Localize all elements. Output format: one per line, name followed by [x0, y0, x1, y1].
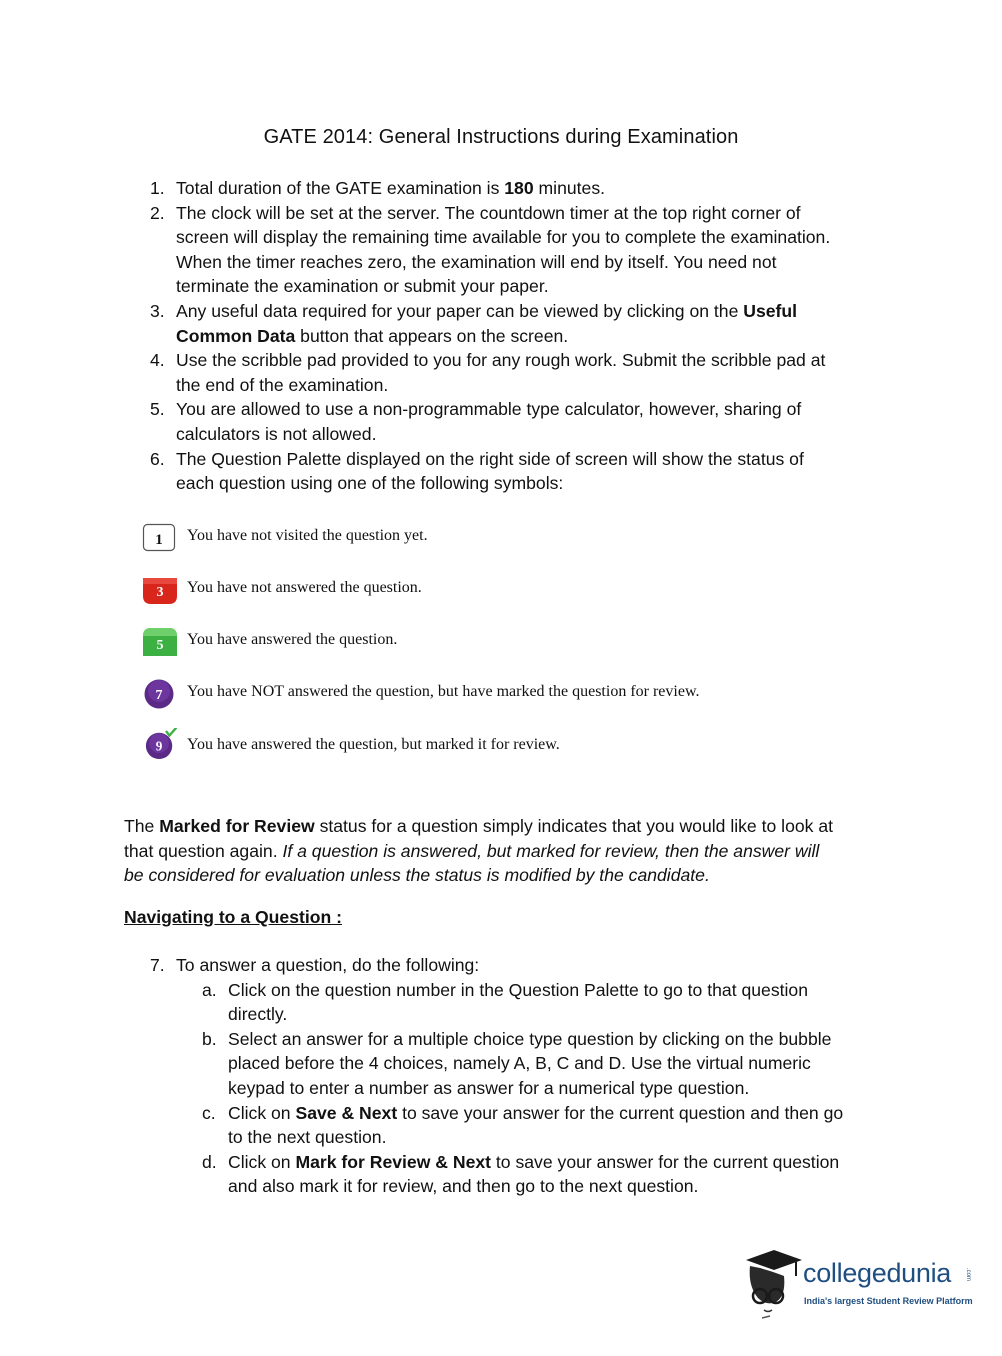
marked-for-review-label: Marked for Review — [159, 816, 315, 836]
duration-value: 180 — [504, 178, 534, 198]
instruction-item-6 — [146, 447, 886, 496]
symbol-row-not-answered — [142, 574, 842, 608]
answered-marked-icon — [142, 728, 178, 760]
symbol-description: You have not visited the question yet. — [187, 527, 428, 544]
symbol-number: 1 — [155, 532, 163, 548]
sub-text: to save your answer for the current question — [491, 1151, 840, 1172]
review-paragraph — [124, 814, 884, 888]
item-line: calculators is not allowed. — [176, 423, 377, 444]
navigating-heading: Navigating to a Question : — [124, 907, 342, 927]
symbol-description: You have answered the question, but marked it for review. — [187, 736, 560, 753]
symbol-row-not-visited — [142, 522, 842, 556]
not-visited-icon — [142, 522, 178, 554]
symbol-number: 3 — [156, 585, 164, 600]
sub-text: Click on — [228, 1102, 296, 1123]
instruction-list — [146, 176, 886, 496]
instruction-item-5 — [146, 397, 886, 446]
item-line: each question using one of the following symbols: — [176, 473, 564, 494]
sub-number: c. — [202, 1102, 216, 1123]
collegedunia-logo — [740, 1246, 980, 1326]
item-number: 3. — [150, 300, 165, 321]
item-number: 1. — [150, 178, 165, 198]
save-next-label: Save & Next — [295, 1102, 398, 1123]
item7-header — [146, 953, 886, 978]
item-line: The clock will be set at the server. The countdown timer at the top right corner of — [176, 202, 801, 223]
item-number: 2. — [150, 202, 165, 223]
marked-review-icon — [142, 678, 178, 710]
not-answered-icon — [142, 574, 178, 606]
logo-domain: .com — [965, 1268, 971, 1282]
sub-line: directly. — [228, 1004, 288, 1025]
sub-text: to save your answer for the current question and then go — [397, 1102, 844, 1123]
sub-line: placed before the 4 choices, namely A, B, C and D. Use the virtual numeric — [228, 1053, 811, 1074]
item-line: You are allowed to use a non-programmable type calculator, however, sharing of — [176, 399, 802, 420]
symbol-number: 7 — [155, 688, 163, 703]
useful-label: Useful — [743, 300, 798, 321]
sub-line: to the next question. — [228, 1127, 387, 1148]
page-title: GATE 2014: General Instructions during Examination — [263, 126, 739, 148]
item-number: 5. — [150, 399, 165, 420]
para-italic: be considered for evaluation unless the status is modified by the candidate. — [124, 865, 710, 886]
sub-number: b. — [202, 1028, 217, 1049]
sub-line: keypad to enter a number as answer for a numerical type question. — [228, 1077, 750, 1098]
symbol-number: 5 — [156, 638, 164, 653]
para-text: The — [124, 816, 160, 836]
instruction-item-2 — [146, 201, 886, 299]
sub-item-d — [146, 1150, 886, 1199]
symbol-row-answered — [142, 626, 842, 660]
item-text: Any useful data required for your paper can be viewed by clicking on the — [176, 300, 744, 321]
item-line: the end of the examination. — [176, 374, 389, 395]
para-text: that question again. — [124, 840, 283, 861]
logo-wordmark: collegedunia — [803, 1258, 952, 1288]
symbol-number: 9 — [155, 738, 163, 754]
sub-line: Select an answer for a multiple choice type question by clicking on the bubble — [228, 1028, 832, 1049]
item-line: When the timer reaches zero, the examination will end by itself. You need not — [176, 251, 777, 272]
common-data-label: Common Data — [176, 325, 296, 346]
item-text: minutes. — [533, 178, 606, 198]
mascot-icon — [740, 1246, 804, 1324]
item-number: 6. — [150, 448, 165, 469]
instruction-item-4 — [146, 348, 886, 397]
item-line: Use the scribble pad provided to you for any rough work. Submit the scribble pad at — [176, 350, 826, 371]
instruction-item-1 — [146, 176, 886, 201]
mark-review-next-label: Mark for Review & Next — [295, 1151, 492, 1172]
item-line: terminate the examination or submit your paper. — [176, 276, 549, 297]
item-number: 7. — [150, 955, 165, 975]
instruction-item-3 — [146, 299, 886, 348]
answered-icon — [142, 626, 178, 658]
sub-line: and also mark it for review, and then go to the next question. — [228, 1176, 699, 1197]
item-number: 4. — [150, 350, 165, 371]
item-text: Total duration of the GATE examination is — [176, 178, 505, 198]
symbol-row-answered-marked — [142, 728, 842, 762]
logo-tagline: India's largest Student Review Platform — [804, 1296, 973, 1306]
sub-number: d. — [202, 1151, 217, 1172]
symbol-description: You have NOT answered the question, but have marked the question for review. — [187, 683, 700, 700]
instruction-item-7 — [146, 953, 886, 1199]
item-text: button that appears on the screen. — [295, 325, 569, 346]
sub-item-c — [146, 1101, 886, 1150]
sub-item-b — [146, 1027, 886, 1101]
symbol-description: You have answered the question. — [187, 631, 398, 648]
sub-item-a — [146, 978, 886, 1027]
para-text: status for a question simply indicates that you would like to look at — [314, 816, 833, 836]
symbol-description: You have not answered the question. — [187, 579, 422, 596]
item-line: The Question Palette displayed on the right side of screen will show the status of — [176, 448, 804, 469]
para-italic: If a question is answered, but marked for review, then the answer will — [282, 840, 820, 861]
symbol-row-marked-review — [142, 678, 842, 712]
item-line: screen will display the remaining time available for you to complete the examination. — [176, 227, 831, 248]
sub-number: a. — [202, 979, 217, 1000]
sub-text: Click on — [228, 1151, 296, 1172]
item-line: To answer a question, do the following: — [176, 955, 480, 975]
sub-line: Click on the question number in the Question Palette to go to that question — [228, 979, 808, 1000]
